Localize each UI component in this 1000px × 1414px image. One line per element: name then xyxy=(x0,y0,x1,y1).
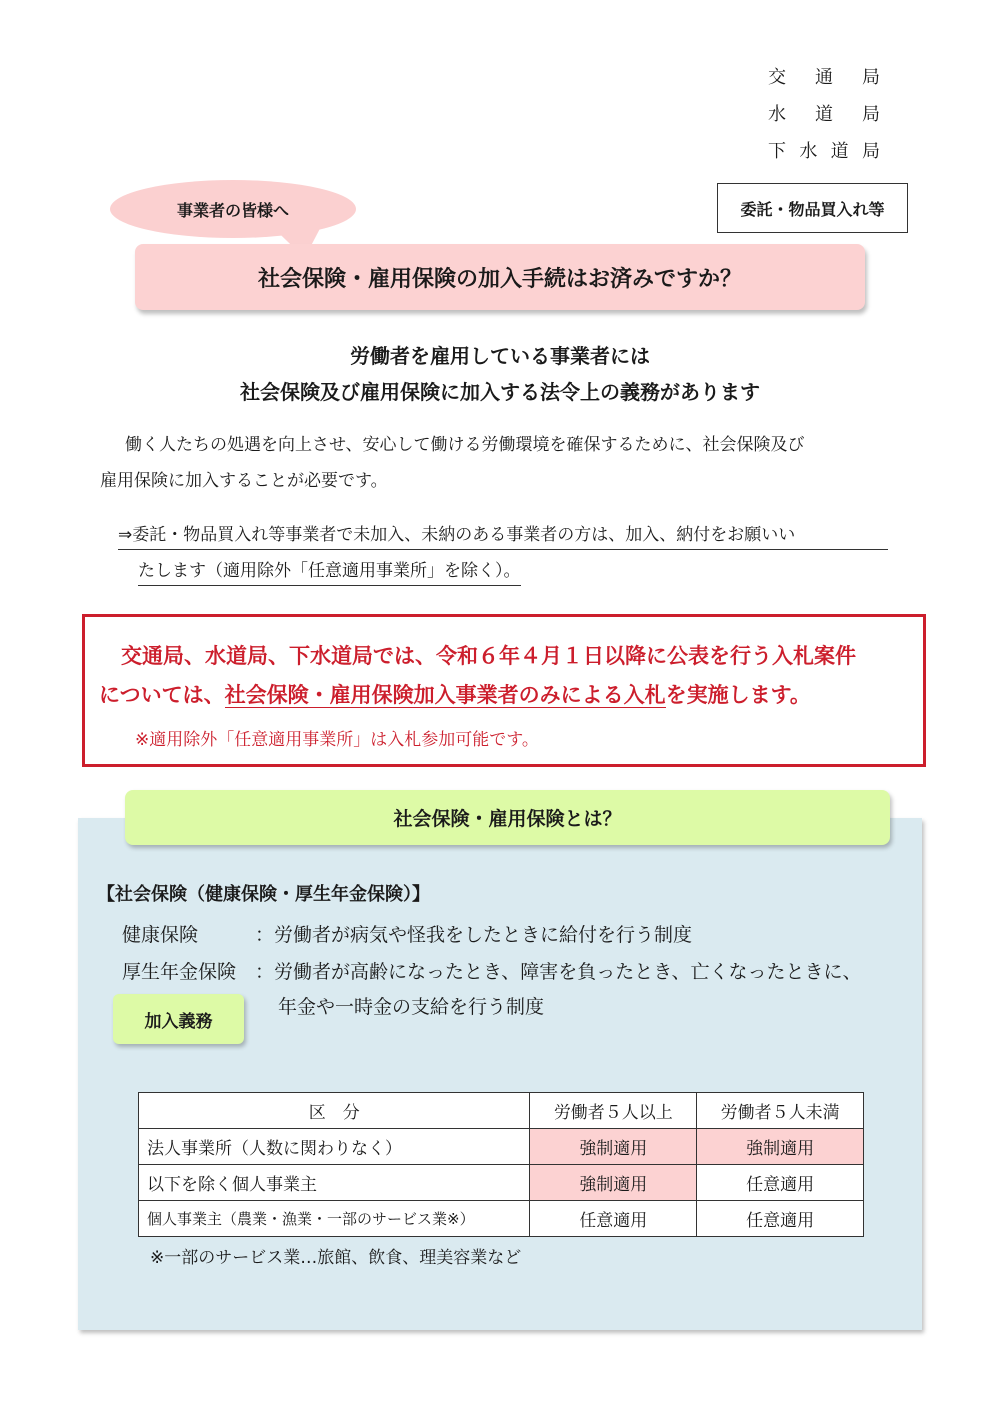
bidding-notice-box xyxy=(82,614,926,767)
table-cell: 強制適用 xyxy=(530,1129,697,1165)
lead-line-1: 労働者を雇用している事業者には xyxy=(350,344,650,368)
table-header-row xyxy=(139,1093,864,1129)
pension-insurance-description: ：労働者が高齢になったとき、障害を負ったとき、亡くなったときに、 xyxy=(255,961,862,983)
table-row xyxy=(139,1165,864,1201)
bidding-notice-line-1: 交通局、水道局、下水道局では、令和６年４月１日以降に公表を行う入札案件 xyxy=(121,644,856,668)
health-insurance-term: 健康保険 xyxy=(122,924,237,946)
category-label: 委託・物品買入れ等 xyxy=(717,183,908,233)
body-line-1: 働く人たちの処遇を向上させ、安心して働ける労働環境を確保するために、社会保険及び xyxy=(125,435,805,455)
table-header-5-or-more: 労働者５人以上 xyxy=(530,1093,697,1129)
health-insurance-description: ：労働者が病気や怪我をしたときに給付を行う制度 xyxy=(255,924,693,946)
body-paragraph xyxy=(100,427,900,499)
table-row xyxy=(139,1201,864,1237)
section-title: 社会保険・雇用保険とは？ xyxy=(125,790,890,845)
speech-bubble: 事業者の皆様へ xyxy=(110,180,356,238)
issuer-transport: 交 通 局 xyxy=(768,67,880,88)
pension-insurance-description-cont: 年金や一時金の支給を行う制度 xyxy=(278,996,545,1018)
table-cell: 任意適用 xyxy=(530,1201,697,1237)
table-header-category: 区 分 xyxy=(139,1093,530,1129)
pension-insurance-term: 厚生年金保険 xyxy=(122,961,237,983)
lead-text xyxy=(0,338,1000,410)
table-cell: 任意適用 xyxy=(697,1165,864,1201)
lead-line-2: 社会保険及び雇用保険に加入する法令上の義務があります xyxy=(240,380,760,404)
table-footnote: ※一部のサービス業…旅館、飲食、理美容業など xyxy=(150,1248,522,1268)
table-row xyxy=(139,1129,864,1165)
notice-paragraph xyxy=(118,520,898,589)
bidding-notice-exception: ※適用除外「任意適用事業所」は入札参加可能です。 xyxy=(135,730,539,750)
headline-banner: 社会保険・雇用保険の加入手続はお済みですか？ xyxy=(135,244,865,310)
table-cell: 法人事業所（人数に関わりなく） xyxy=(139,1129,530,1165)
bidding-notice-emphasis: 社会保険・雇用保険加入事業者のみによる入札 xyxy=(224,683,666,707)
obligation-badge: 加入義務 xyxy=(113,994,244,1044)
notice-line-1: ⇒委託・物品買入れ等事業者で未加入、未納のある事業者の方は、加入、納付をお願いい xyxy=(118,520,888,550)
bidding-notice-line-2: については、社会保険・雇用保険加入事業者のみによる入札を実施します。 xyxy=(99,683,811,707)
table-cell: 以下を除く個人事業主 xyxy=(139,1165,530,1201)
table-header-under-5: 労働者５人未満 xyxy=(697,1093,864,1129)
issuer-sewerage: 下 水 道 局 xyxy=(768,141,880,162)
notice-line-2: たします（適用除外「任意適用事業所」を除く）。 xyxy=(138,556,521,586)
application-table xyxy=(138,1092,864,1237)
table-cell: 強制適用 xyxy=(697,1129,864,1165)
issuer-waterworks: 水 道 局 xyxy=(768,104,880,125)
social-insurance-heading: 【社会保険（健康保険・厚生年金保険）】 xyxy=(97,884,430,905)
table-cell: 任意適用 xyxy=(697,1201,864,1237)
table-cell: 強制適用 xyxy=(530,1165,697,1201)
issuer-block xyxy=(768,62,880,173)
table-cell: 個人事業主（農業・漁業・一部のサービス業※） xyxy=(139,1201,530,1237)
body-line-2: 雇用保険に加入することが必要です。 xyxy=(100,471,388,491)
